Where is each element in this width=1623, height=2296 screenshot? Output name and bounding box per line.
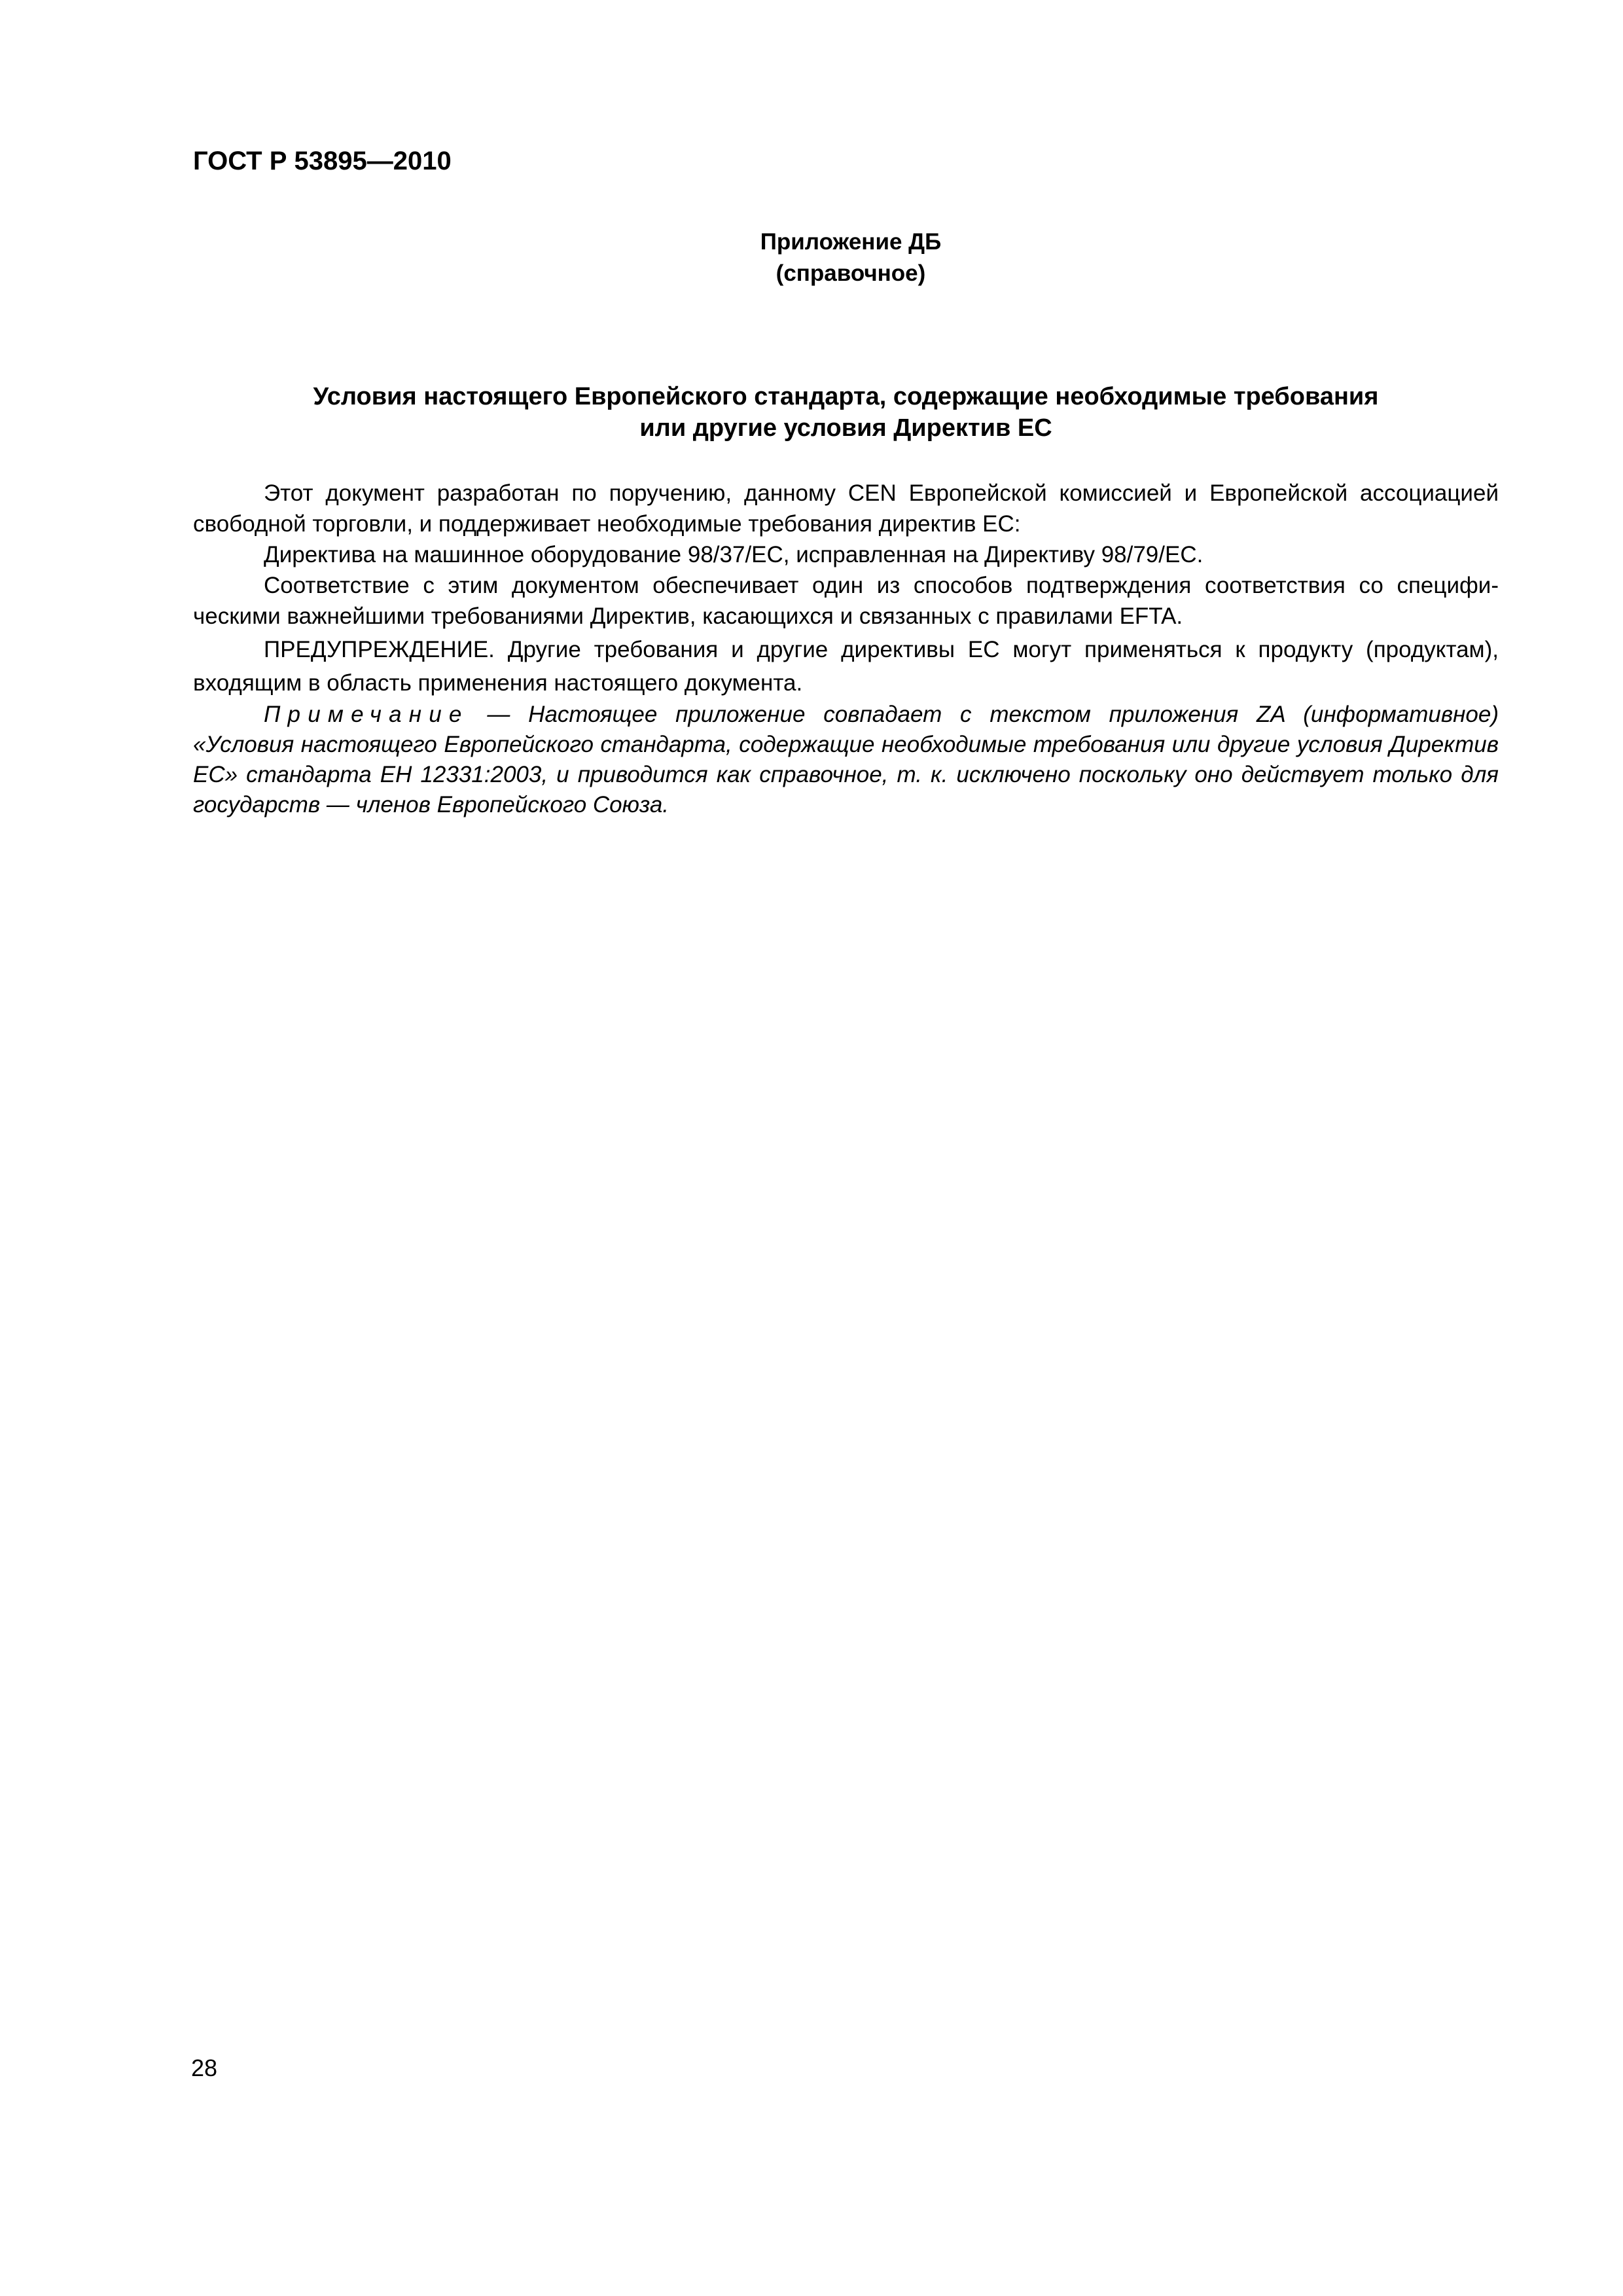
note-text: — Настоящее приложение совпадает с текстом приложения ZA (информативное) «Условия настоящего Европейского стандарта, содержащие необходимые требования или другие условия Директив ЕС» стандарта ЕН 12331:2003, и приводится как справочное, т. к. исключено поскольку оно действует только для государств — членов Европейского Союза. (193, 702, 1499, 817)
section-title-line-2: или другие условия Директив ЕС (639, 414, 1052, 442)
paragraph: ПРЕДУПРЕЖДЕНИЕ. Другие требования и другие директивы ЕС могут применяться к продукту (продуктам), входящим в область применения настоящего документа. (193, 637, 1499, 696)
section-title (193, 381, 1499, 444)
appendix-kind: (справочное) (776, 260, 926, 286)
page-number: 28 (191, 2054, 218, 2081)
note-label: Примечание (264, 702, 469, 727)
paragraph: Директива на машинное оборудование 98/37/ЕС, исправленная на Директиву 98/79/ЕС. (264, 542, 1204, 567)
section-title-line-1: Условия настоящего Европейского стандарта, содержащие необходимые требования (313, 383, 1379, 410)
paragraph: Соответствие с этим документом обеспечивает один из способов подтверждения соответствия со специфическими важнейшими требованиями Директив, касающихся и связанных с правилами EFTA. (193, 573, 1499, 629)
document-code: ГОСТ Р 53895—2010 (193, 147, 452, 175)
paragraph: Этот документ разработан по поручению, данному CEN Европейской комиссией и Европейской ассоциацией свободной торговли, и поддерживает необходимые требования директив ЕС: (193, 480, 1499, 537)
appendix-heading (681, 226, 1021, 289)
appendix-name: Приложение ДБ (760, 229, 942, 255)
body-text (193, 478, 1499, 820)
note (193, 700, 1499, 820)
